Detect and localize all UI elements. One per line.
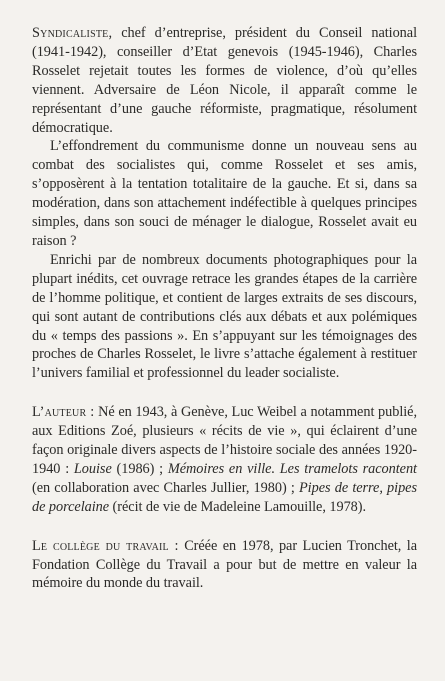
- author-text-3: (en collaboration avec Charles Jullier, 1980) ;: [32, 479, 299, 496]
- intro-paragraph: [32, 24, 417, 137]
- spacer: [32, 517, 417, 537]
- author-work-2: Mémoires en ville. Les tramelots racontent: [167, 460, 417, 477]
- college-lead: Le collège du travail :: [32, 537, 179, 554]
- author-work-1: Louise: [73, 460, 112, 477]
- author-text-2: (1986) ;: [111, 460, 168, 477]
- paragraph-book-content: Enrichi par de nombreux documents photographiques pour la plupart inédits, cet ouvrage retrace les grandes étapes de la carrière de l’homme politique, et contient de larges extraits de ses discours, qui sont autant de contributions clés aux débats et aux polémiques du « temps des passions ». En s’appuyant sur les témoignages des proches de Charles Rosselet, le livre s’attache également à restituer l’univers familial et professionnel du leader socialiste.: [32, 251, 417, 382]
- paragraph-communism: L’effondrement du communisme donne un nouveau sens au combat des socialistes qui, comme Rosselet et ses amis, s’opposèrent à la tentation totalitaire de la gauche. Et si, dans sa modération, dans son attachement indéfectible à quelques principes simples, dans son souci de ménager le dialogue, Rosselet avait eu raison ?: [32, 138, 417, 249]
- intro-lead: Syndicaliste,: [32, 25, 113, 41]
- college-paragraph: [32, 537, 417, 594]
- author-text-1: Né en 1943, à Genève, Luc Weibel a notamment publié, aux Editions Zoé, plusieurs « récits de vie », qui éclairent d’une façon originale divers aspects de l’histoire sociale des années 1920-1940 :: [32, 404, 417, 477]
- author-lead: L’auteur :: [32, 404, 95, 421]
- college-text: Créée en 1978, par Lucien Tronchet, la Fondation Collège du Travail a pour but de mettre en valeur la mémoire du monde du travail.: [32, 537, 417, 592]
- author-paragraph: [32, 403, 417, 516]
- author-work-3: Pipes de terre, pipes de porcelaine: [32, 479, 417, 515]
- intro-text: chef d’entreprise, président du Conseil national (1941-1942), conseiller d’Etat genevois (1945-1946), Charles Rosselet rejetait toutes les formes de violence, d’où qu’elles viennent. Adversaire de Léon Nicole, il apparaît comme le représentant d’une gauche réformiste, pragmatique, résolument démocratique.: [32, 25, 417, 136]
- author-text-4: (récit de vie de Madeleine Lamouille, 1978).: [109, 498, 367, 515]
- spacer: [32, 383, 417, 403]
